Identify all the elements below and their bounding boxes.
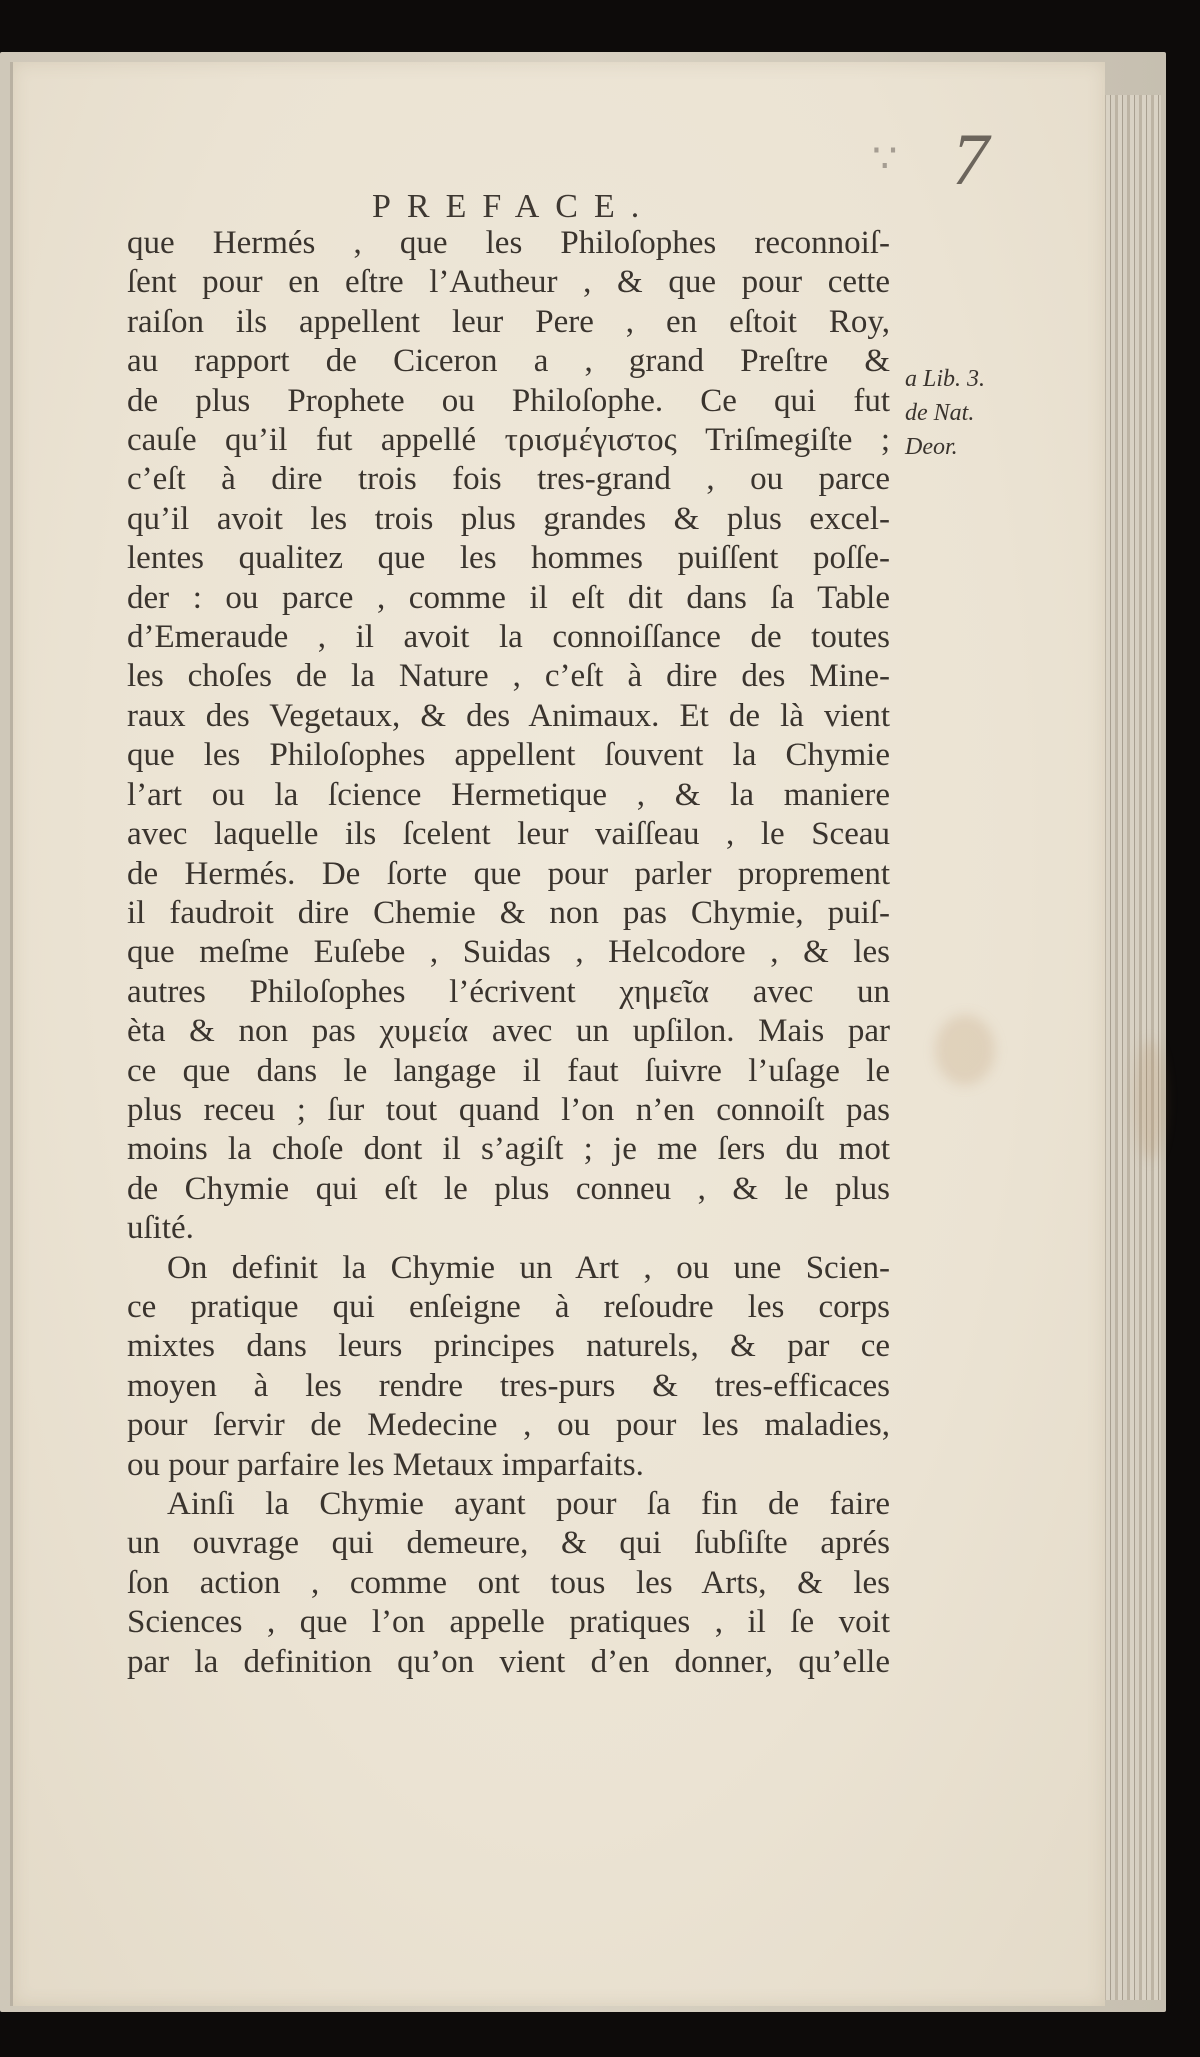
text-line: ſon action , comme ont tous les Arts, & les — [127, 1564, 890, 1601]
ink-smudge: ∵ — [872, 136, 898, 181]
margin-note-line: a Lib. 3. — [905, 366, 986, 392]
text-line: ſent pour en eſtre l’Autheur , & que pour cette — [127, 264, 890, 301]
margin-note-line: Deor. — [905, 434, 958, 460]
text-line: plus receu ; ſur tout quand l’on n’en connoiſt pas — [127, 1091, 890, 1128]
text-line: de Chymie qui eſt le plus conneu , & le plus — [127, 1170, 890, 1207]
text-line: èta & non pas χυμεία avec un upſilon. Mais par — [127, 1013, 890, 1050]
margin-note-line: de Nat. — [905, 400, 975, 426]
text-line: moins la choſe dont il s’agiſt ; je me ſers du mot — [127, 1131, 890, 1168]
text-line: avec laquelle ils ſcelent leur vaiſſeau , le Sceau — [127, 816, 890, 853]
text-line: raiſon ils appellent leur Pere , en eſtoit Roy, — [127, 303, 890, 340]
text-line: On definit la Chymie un Art , ou une Scien- — [167, 1249, 890, 1286]
text-line: der : ou parce , comme il eſt dit dans ſa Table — [127, 579, 890, 616]
text-line: il faudroit dire Chemie & non pas Chymie, puiſ- — [127, 894, 890, 931]
text-line: que meſme Euſebe , Suidas , Helcodore , & les — [127, 934, 890, 971]
body-text — [127, 224, 890, 1682]
spine-edge — [10, 62, 13, 2006]
text-line: raux des Vegetaux, & des Animaux. Et de là vient — [127, 697, 890, 734]
text-line: autres Philoſophes l’écrivent χημεῖα avec un — [127, 973, 890, 1010]
text-line: par la definition qu’on vient d’en donner, qu’elle — [127, 1643, 890, 1680]
text-line: lentes qualitez que les hommes puiſſent poſſe- — [127, 540, 890, 577]
text-line: les choſes de la Nature , c’eſt à dire des Mine- — [127, 658, 890, 695]
text-line: de Hermés. De ſorte que pour parler proprement — [127, 855, 890, 892]
text-line: uſité. — [127, 1210, 194, 1247]
folio-number: 7 — [952, 119, 989, 201]
text-line: de plus Prophete ou Philoſophe. Ce qui fut — [127, 382, 890, 419]
margin-note — [905, 362, 985, 464]
text-line: cauſe qu’il fut appellé τρισμέγιστος Triſmegiſte ; — [127, 422, 890, 459]
text-line: qu’il avoit les trois plus grandes & plus excel- — [127, 500, 890, 537]
text-line: moyen à les rendre tres-purs & tres-efficaces — [127, 1367, 890, 1404]
paper-stain — [935, 1015, 995, 1085]
text-line: ce pratique qui enſeigne à reſoudre les corps — [127, 1288, 890, 1325]
text-line: pour ſervir de Medecine , ou pour les maladies, — [127, 1407, 890, 1444]
text-line: que Hermés , que les Philoſophes reconnoiſ- — [127, 225, 890, 261]
text-line: au rapport de Ciceron a , grand Preſtre & — [127, 343, 890, 380]
text-line: d’Emeraude , il avoit la connoiſſance de toutes — [127, 619, 890, 656]
text-line: c’eſt à dire trois fois tres-grand , ou parce — [127, 461, 890, 498]
text-line: un ouvrage qui demeure, & qui ſubſiſte aprés — [127, 1525, 890, 1562]
text-line: ou pour parfaire les Metaux imparfaits. — [127, 1446, 644, 1483]
text-line: mixtes dans leurs principes naturels, & par ce — [127, 1328, 890, 1365]
text-line: Ainſi la Chymie ayant pour ſa fin de faire — [167, 1486, 890, 1522]
text-line: que les Philoſophes appellent ſouvent la Chymie — [127, 737, 890, 774]
running-head: PREFACE. — [372, 188, 656, 225]
text-line: ce que dans le langage il faut ſuivre l’uſage le — [127, 1052, 890, 1089]
text-line: l’art ou la ſcience Hermetique , & la maniere — [127, 776, 890, 813]
text-line: Sciences , que l’on appelle pratiques , il ſe voit — [127, 1604, 890, 1641]
paper-stain — [1135, 1040, 1165, 1160]
